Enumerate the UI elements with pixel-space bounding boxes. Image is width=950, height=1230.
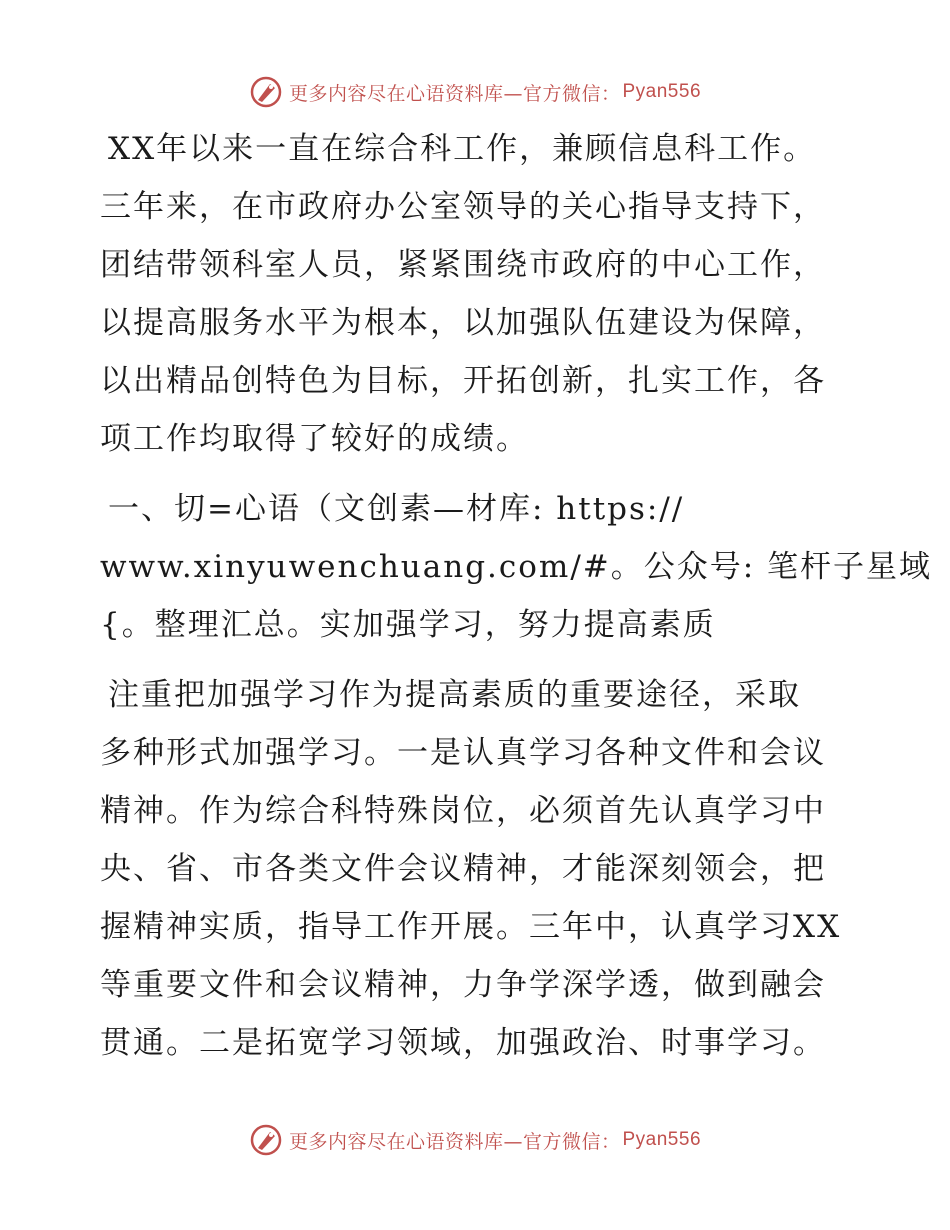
pen-nib-logo-icon xyxy=(249,1123,283,1157)
paragraph-study xyxy=(100,666,860,1072)
watermark-text: 更多内容尽在心语资料库—官方微信： xyxy=(288,82,621,105)
text-line: 以出精品创特色为目标，开拓创新，扎实工作，各 xyxy=(100,363,826,399)
text-line: 多种形式加强学习。一是认真学习各种文件和会议 xyxy=(100,735,826,771)
text-line: 一、切=心语（文创素—材库: https:// xyxy=(108,491,685,527)
text-line: 央、省、市各类文件会议精神，才能深刻领会，把 xyxy=(100,851,826,887)
watermark-handle: Pyan556 xyxy=(622,81,702,102)
footer-watermark xyxy=(0,1120,950,1160)
header-watermark xyxy=(0,72,950,112)
text-line: 三年来，在市政府办公室领导的关心指导支持下， xyxy=(100,189,826,225)
document-body xyxy=(100,120,933,1072)
pen-nib-logo-icon xyxy=(249,75,283,109)
text-line: {。整理汇总。实加强学习，努力提高素质 xyxy=(100,607,716,643)
paragraph-intro xyxy=(100,120,860,468)
section-heading xyxy=(100,480,933,654)
text-line: www.xinyuwenchuang.com/#。公众号: 笔杆子星域 xyxy=(100,549,933,585)
text-line: 精神。作为综合科特殊岗位，必须首先认真学习中 xyxy=(100,793,826,829)
watermark-handle: Pyan556 xyxy=(622,1129,702,1150)
text-line: XX年以来一直在综合科工作，兼顾信息科工作。 xyxy=(108,131,817,167)
text-line: 贯通。二是拓宽学习领域，加强政治、时事学习。 xyxy=(100,1025,826,1061)
text-line: 以提高服务水平为根本，以加强队伍建设为保障， xyxy=(100,305,826,341)
text-line: 注重把加强学习作为提高素质的重要途径，采取 xyxy=(108,677,801,713)
text-line: 握精神实质，指导工作开展。三年中，认真学习XX xyxy=(100,909,842,945)
watermark-text: 更多内容尽在心语资料库—官方微信： xyxy=(288,1130,621,1153)
text-line: 项工作均取得了较好的成绩。 xyxy=(100,421,529,457)
text-line: 等重要文件和会议精神，力争学深学透，做到融会 xyxy=(100,967,826,1003)
text-line: 团结带领科室人员，紧紧围绕市政府的中心工作， xyxy=(100,247,826,283)
